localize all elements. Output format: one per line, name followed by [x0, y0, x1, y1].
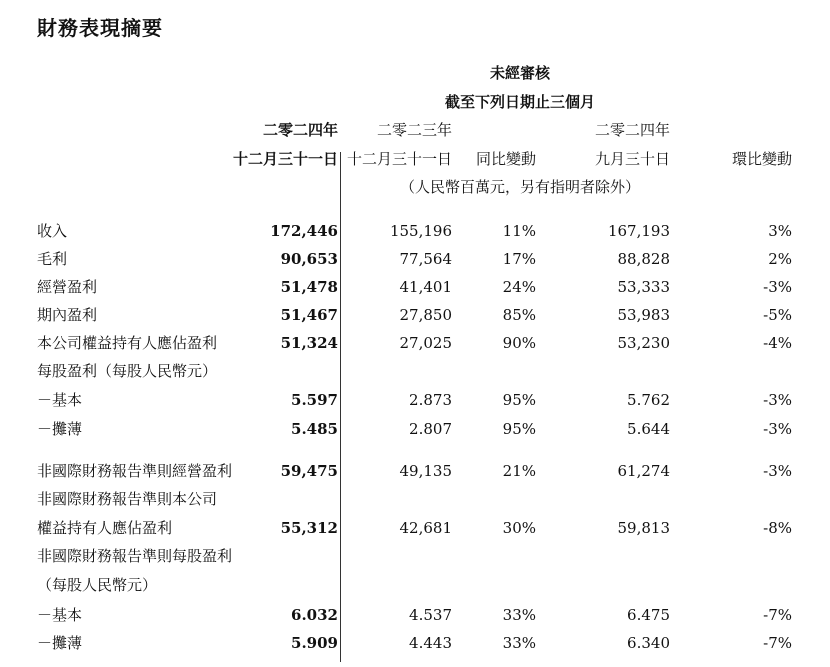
table-cell: 17%: [502, 250, 536, 268]
table-cell: 5.485: [291, 420, 338, 438]
header-col1-year: 二零二四年: [262, 121, 338, 139]
table-cell: 6.340: [627, 634, 670, 652]
table-cell: 85%: [502, 306, 536, 324]
table-cell: 53,333: [617, 278, 670, 296]
table-cell: 5.762: [627, 391, 670, 409]
table-cell: 33%: [502, 634, 536, 652]
table-cell: 21%: [502, 462, 536, 480]
table-cell: 53,983: [617, 306, 670, 324]
table-cell: 4.443: [409, 634, 452, 652]
header-col4-date: 九月三十日: [594, 150, 670, 168]
table-cell: 42,681: [399, 519, 452, 537]
table-cell: 4.537: [409, 606, 452, 624]
table-cell: -8%: [763, 519, 792, 537]
row-label: 非國際財務報告準則本公司: [37, 490, 218, 508]
row-label: 期內盈利: [37, 306, 98, 324]
header-col2-date: 十二月三十一日: [346, 150, 452, 168]
table-cell: 5.909: [291, 634, 338, 652]
table-cell: 3%: [768, 222, 792, 240]
header-unaudited: 未經審核: [489, 64, 550, 82]
table-cell: 53,230: [617, 334, 670, 352]
table-cell: -3%: [763, 278, 792, 296]
table-cell: 33%: [502, 606, 536, 624]
header-col2-year: 二零二三年: [376, 121, 452, 139]
row-label: 權益持有人應佔盈利: [37, 519, 173, 537]
table-cell: 61,274: [617, 462, 670, 480]
table-cell: 24%: [502, 278, 536, 296]
table-cell: 167,193: [607, 222, 670, 240]
table-cell: 155,196: [389, 222, 452, 240]
table-cell: 6.475: [627, 606, 670, 624]
table-cell: 2%: [768, 250, 792, 268]
page-title: 財務表現摘要: [37, 16, 163, 40]
table-cell: 59,475: [280, 462, 338, 480]
row-label: 非國際財務報告準則經營盈利: [37, 462, 233, 480]
table-cell: 5.644: [627, 420, 670, 438]
row-label: －攤薄: [37, 634, 83, 652]
table-cell: -5%: [763, 306, 792, 324]
header-col1-date: 十二月三十一日: [232, 150, 338, 168]
table-cell: 95%: [502, 420, 536, 438]
table-cell: -7%: [763, 634, 792, 652]
table-cell: 6.032: [291, 606, 338, 624]
row-label: 每股盈利（每股人民幣元）: [37, 362, 218, 380]
header-col4-year: 二零二四年: [594, 121, 670, 139]
row-label: 毛利: [37, 250, 68, 268]
header-three-months: 截至下列日期止三個月: [444, 93, 595, 111]
table-cell: 90%: [502, 334, 536, 352]
table-cell: 90,653: [280, 250, 338, 268]
table-cell: -3%: [763, 391, 792, 409]
header-col5-qoq: 環比變動: [731, 150, 792, 168]
row-label: 本公司權益持有人應佔盈利: [37, 334, 218, 352]
table-cell: 2.807: [409, 420, 452, 438]
table-cell: 5.597: [291, 391, 338, 409]
table-cell: 27,025: [399, 334, 452, 352]
table-cell: 30%: [502, 519, 536, 537]
row-label: 經營盈利: [37, 278, 98, 296]
row-label: －基本: [37, 606, 83, 624]
table-cell: -7%: [763, 606, 792, 624]
row-label: 非國際財務報告準則每股盈利: [37, 547, 233, 565]
table-cell: -4%: [763, 334, 792, 352]
table-cell: 51,467: [280, 306, 338, 324]
table-cell: 55,312: [280, 519, 338, 537]
table-cell: -3%: [763, 462, 792, 480]
table-cell: 11%: [502, 222, 536, 240]
header-col3-yoy: 同比變動: [475, 150, 536, 168]
table-cell: -3%: [763, 420, 792, 438]
table-cell: 51,478: [280, 278, 338, 296]
table-cell: 59,813: [617, 519, 670, 537]
table-cell: 27,850: [399, 306, 452, 324]
table-cell: 2.873: [409, 391, 452, 409]
table-cell: 88,828: [617, 250, 670, 268]
row-label: 收入: [37, 222, 68, 240]
row-label: （每股人民幣元）: [37, 576, 158, 594]
table-cell: 95%: [502, 391, 536, 409]
table-cell: 49,135: [399, 462, 452, 480]
table-cell: 77,564: [399, 250, 452, 268]
header-unit-note: （人民幣百萬元，另有指明者除外）: [399, 178, 640, 196]
table-cell: 172,446: [270, 222, 338, 240]
table-cell: 51,324: [280, 334, 338, 352]
table-cell: 41,401: [399, 278, 452, 296]
row-label: －攤薄: [37, 420, 83, 438]
row-label: －基本: [37, 391, 83, 409]
